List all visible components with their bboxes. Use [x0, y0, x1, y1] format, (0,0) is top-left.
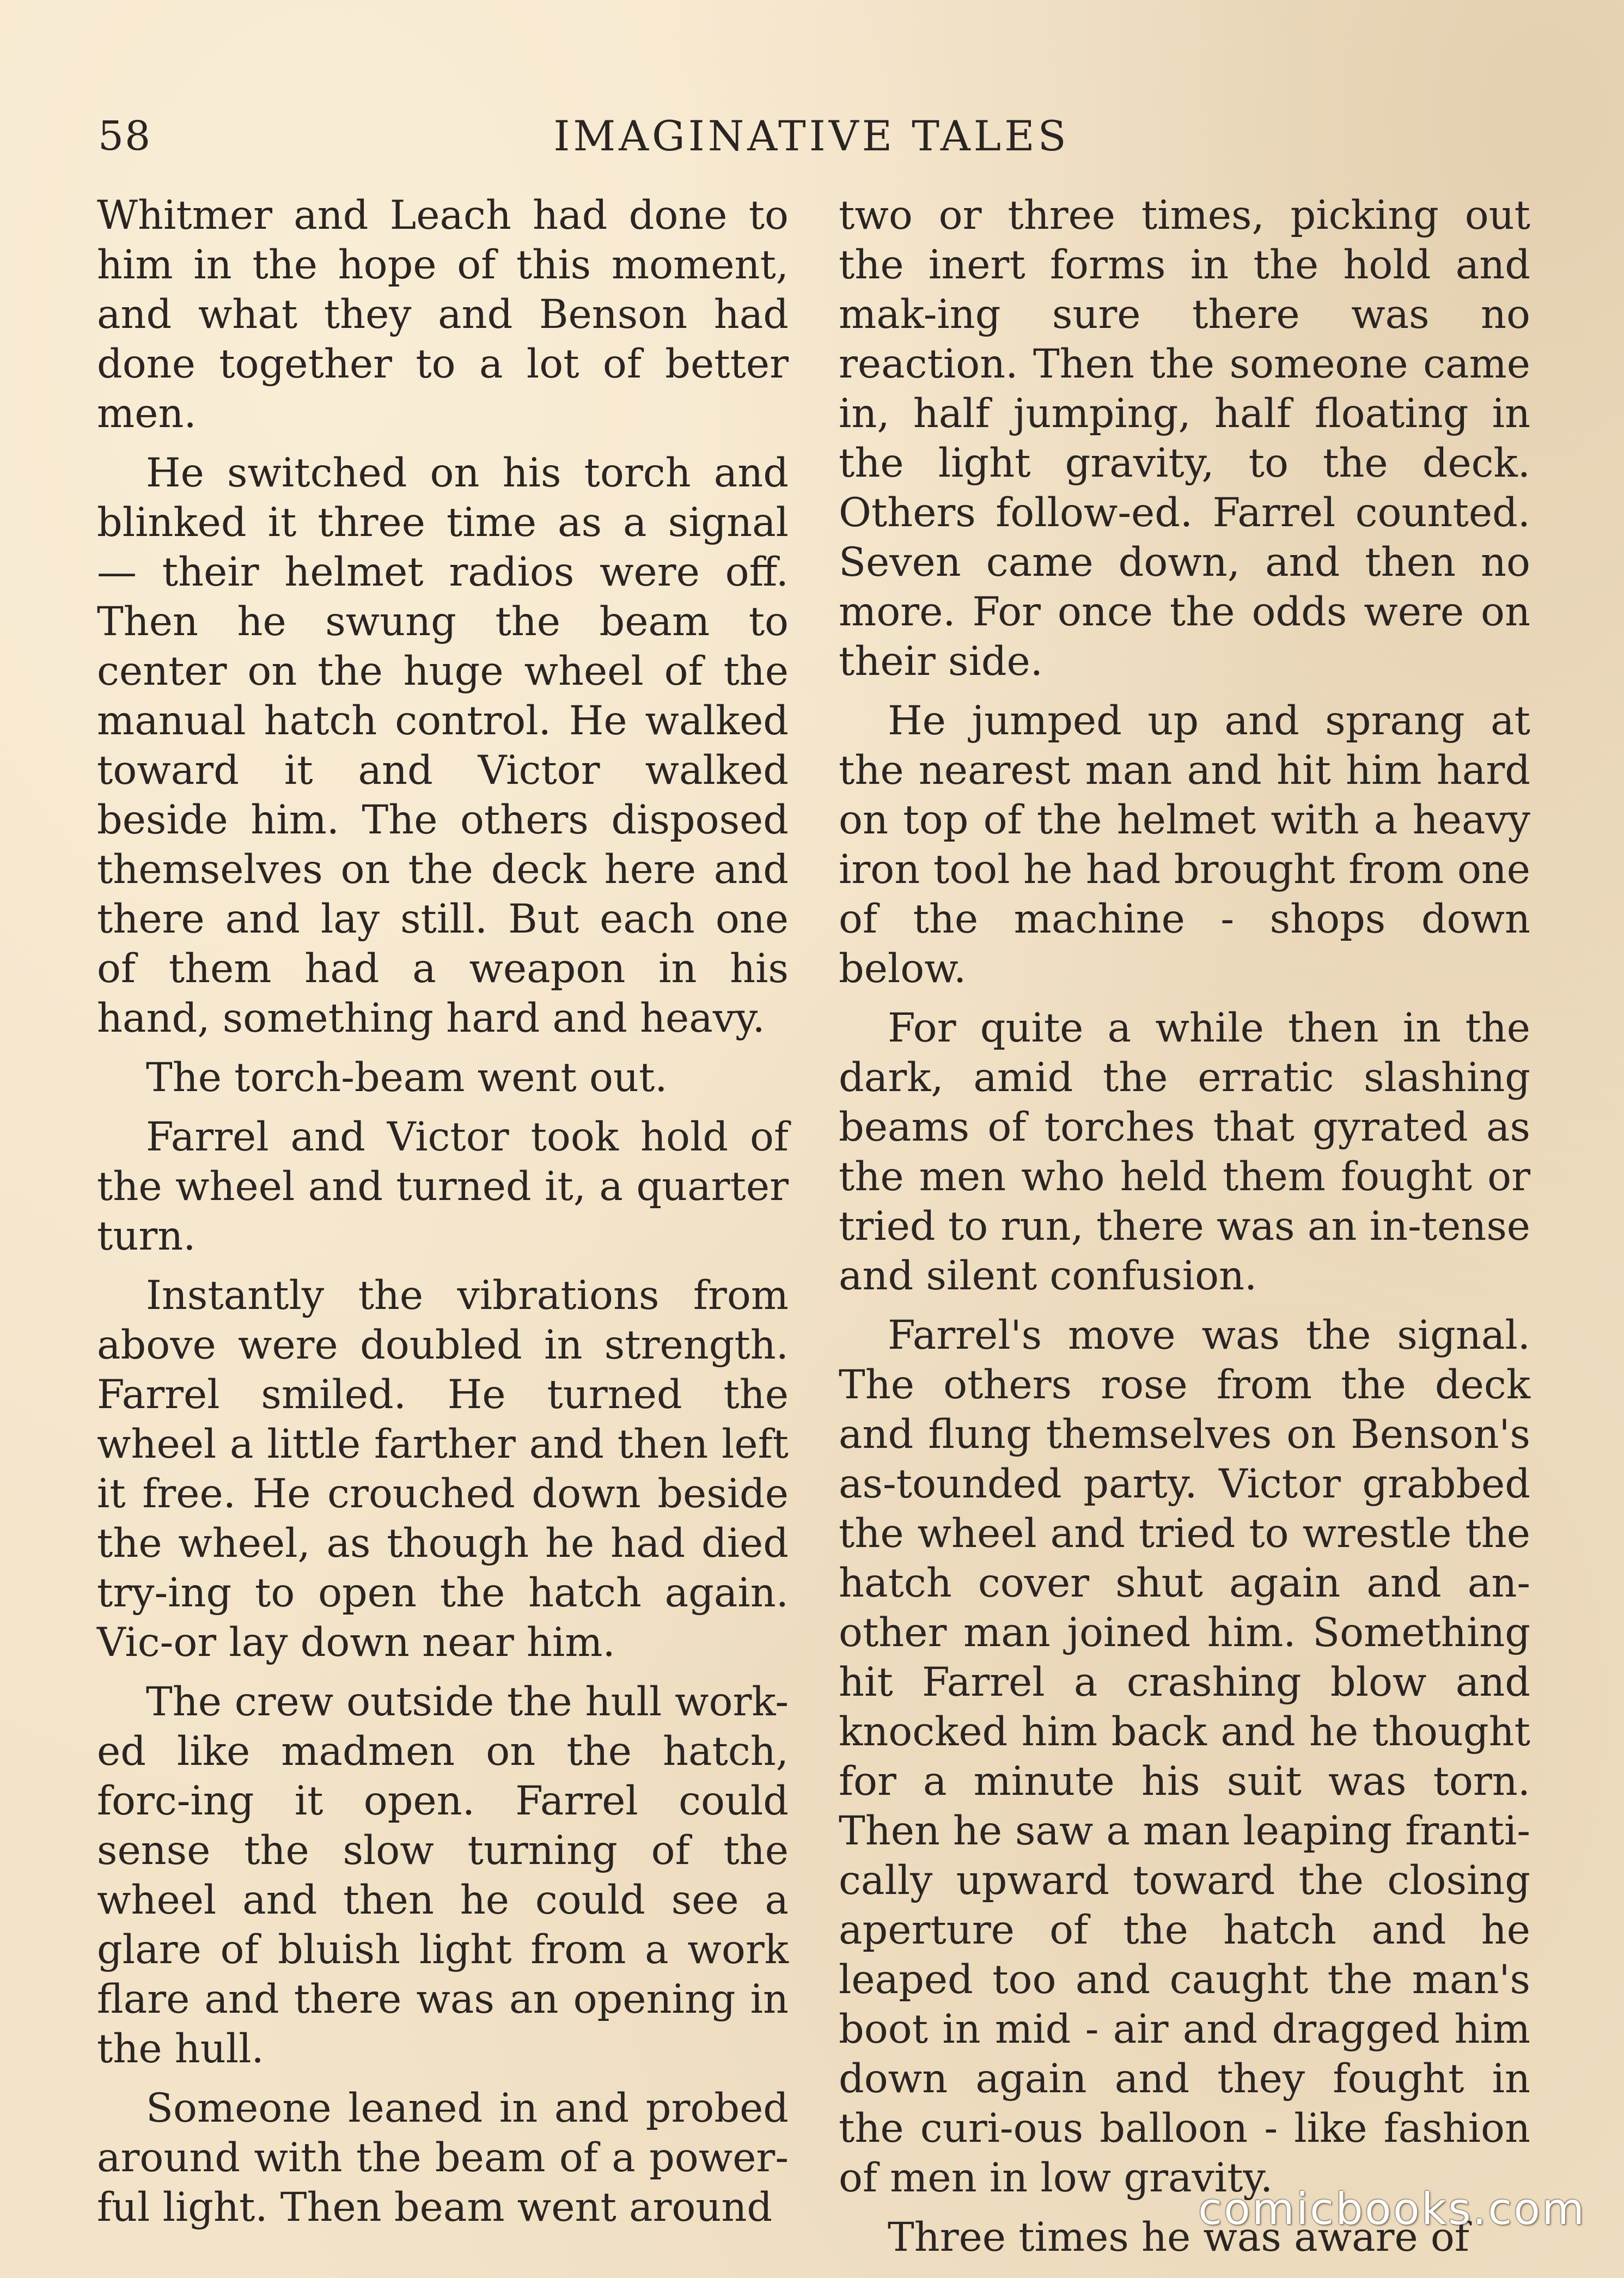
paragraph: Someone leaned in and probed around with the beam of a power-ful light. Then beam went around [97, 2085, 789, 2231]
paragraph: Whitmer and Leach had done to him in the hope of this moment, and what they and Benson had done together to a lot of better men. [97, 192, 789, 437]
paragraph: He switched on his torch and blinked it three time as a signal — their helmet radios were off. Then he swung the beam to center on the huge wheel of the manual hatch control. He walked toward it and Victor walked beside him. The others disposed themselves on the deck here and there and lay still. But each one of them had a weapon in his hand, something hard and heavy. [97, 450, 789, 1041]
paragraph: two or three times, picking out the inert forms in the hold and mak-ing sure there was no reaction. Then the someone came in, half jumping, half floating in the light gravity, to the deck. Others follow-ed. Farrel counted. Seven came down, and then no more. For once the odds were on their side. [839, 192, 1530, 685]
text-column-right [839, 191, 1530, 2272]
paragraph: Farrel's move was the signal. The others rose from the deck and flung themselves on Benson's as-tounded party. Victor grabbed the wheel and tried to wrestle the hatch cover shut again and an-other man joined him. Something hit Farrel a crashing blow and knocked him back and he thought for a minute his suit was torn. Then he saw a man leaping franti-cally upward toward the closing aperture of the hatch and he leaped too and caught the man's boot in mid - air and dragged him down again and they fought in the curi-ous balloon - like fashion of men in low gravity. [839, 1312, 1530, 2201]
paragraph: Farrel and Victor took hold of the wheel and turned it, a quarter turn. [97, 1114, 789, 1259]
page-number: 58 [98, 113, 152, 160]
paragraph: Instantly the vibrations from above were doubled in strength. Farrel smiled. He turned the wheel a little farther and then left it free. He crouched down beside the wheel, as though he had died try-ing to open the hatch again. Vic-or lay down near him. [97, 1272, 789, 1666]
paragraph: The crew outside the hull work-ed like madmen on the hatch, forc-ing it open. Farrel could sense the slow turning of the wheel and then he could see a glare of bluish light from a work flare and there was an opening in the hull. [97, 1679, 789, 2072]
watermark-logo: comicbooks.com [1198, 2184, 1586, 2234]
paragraph: Three times he was aware of [888, 2214, 1469, 2261]
page-header [98, 106, 1525, 166]
paragraph: The torch-beam went out. [146, 1055, 668, 1101]
text-column-left [97, 191, 789, 2242]
paragraph: He jumped up and sprang at the nearest man and hit him hard on top of the helmet with a heavy iron tool he had brought from one of the machine - shops down below. [839, 698, 1530, 992]
running-head-title: IMAGINATIVE TALES [553, 112, 1070, 160]
paragraph: For quite a while then in the dark, amid the erratic slashing beams of torches that gyrated as the men who held them fought or tried to run, there was an in-tense and silent confusion. [839, 1005, 1530, 1299]
